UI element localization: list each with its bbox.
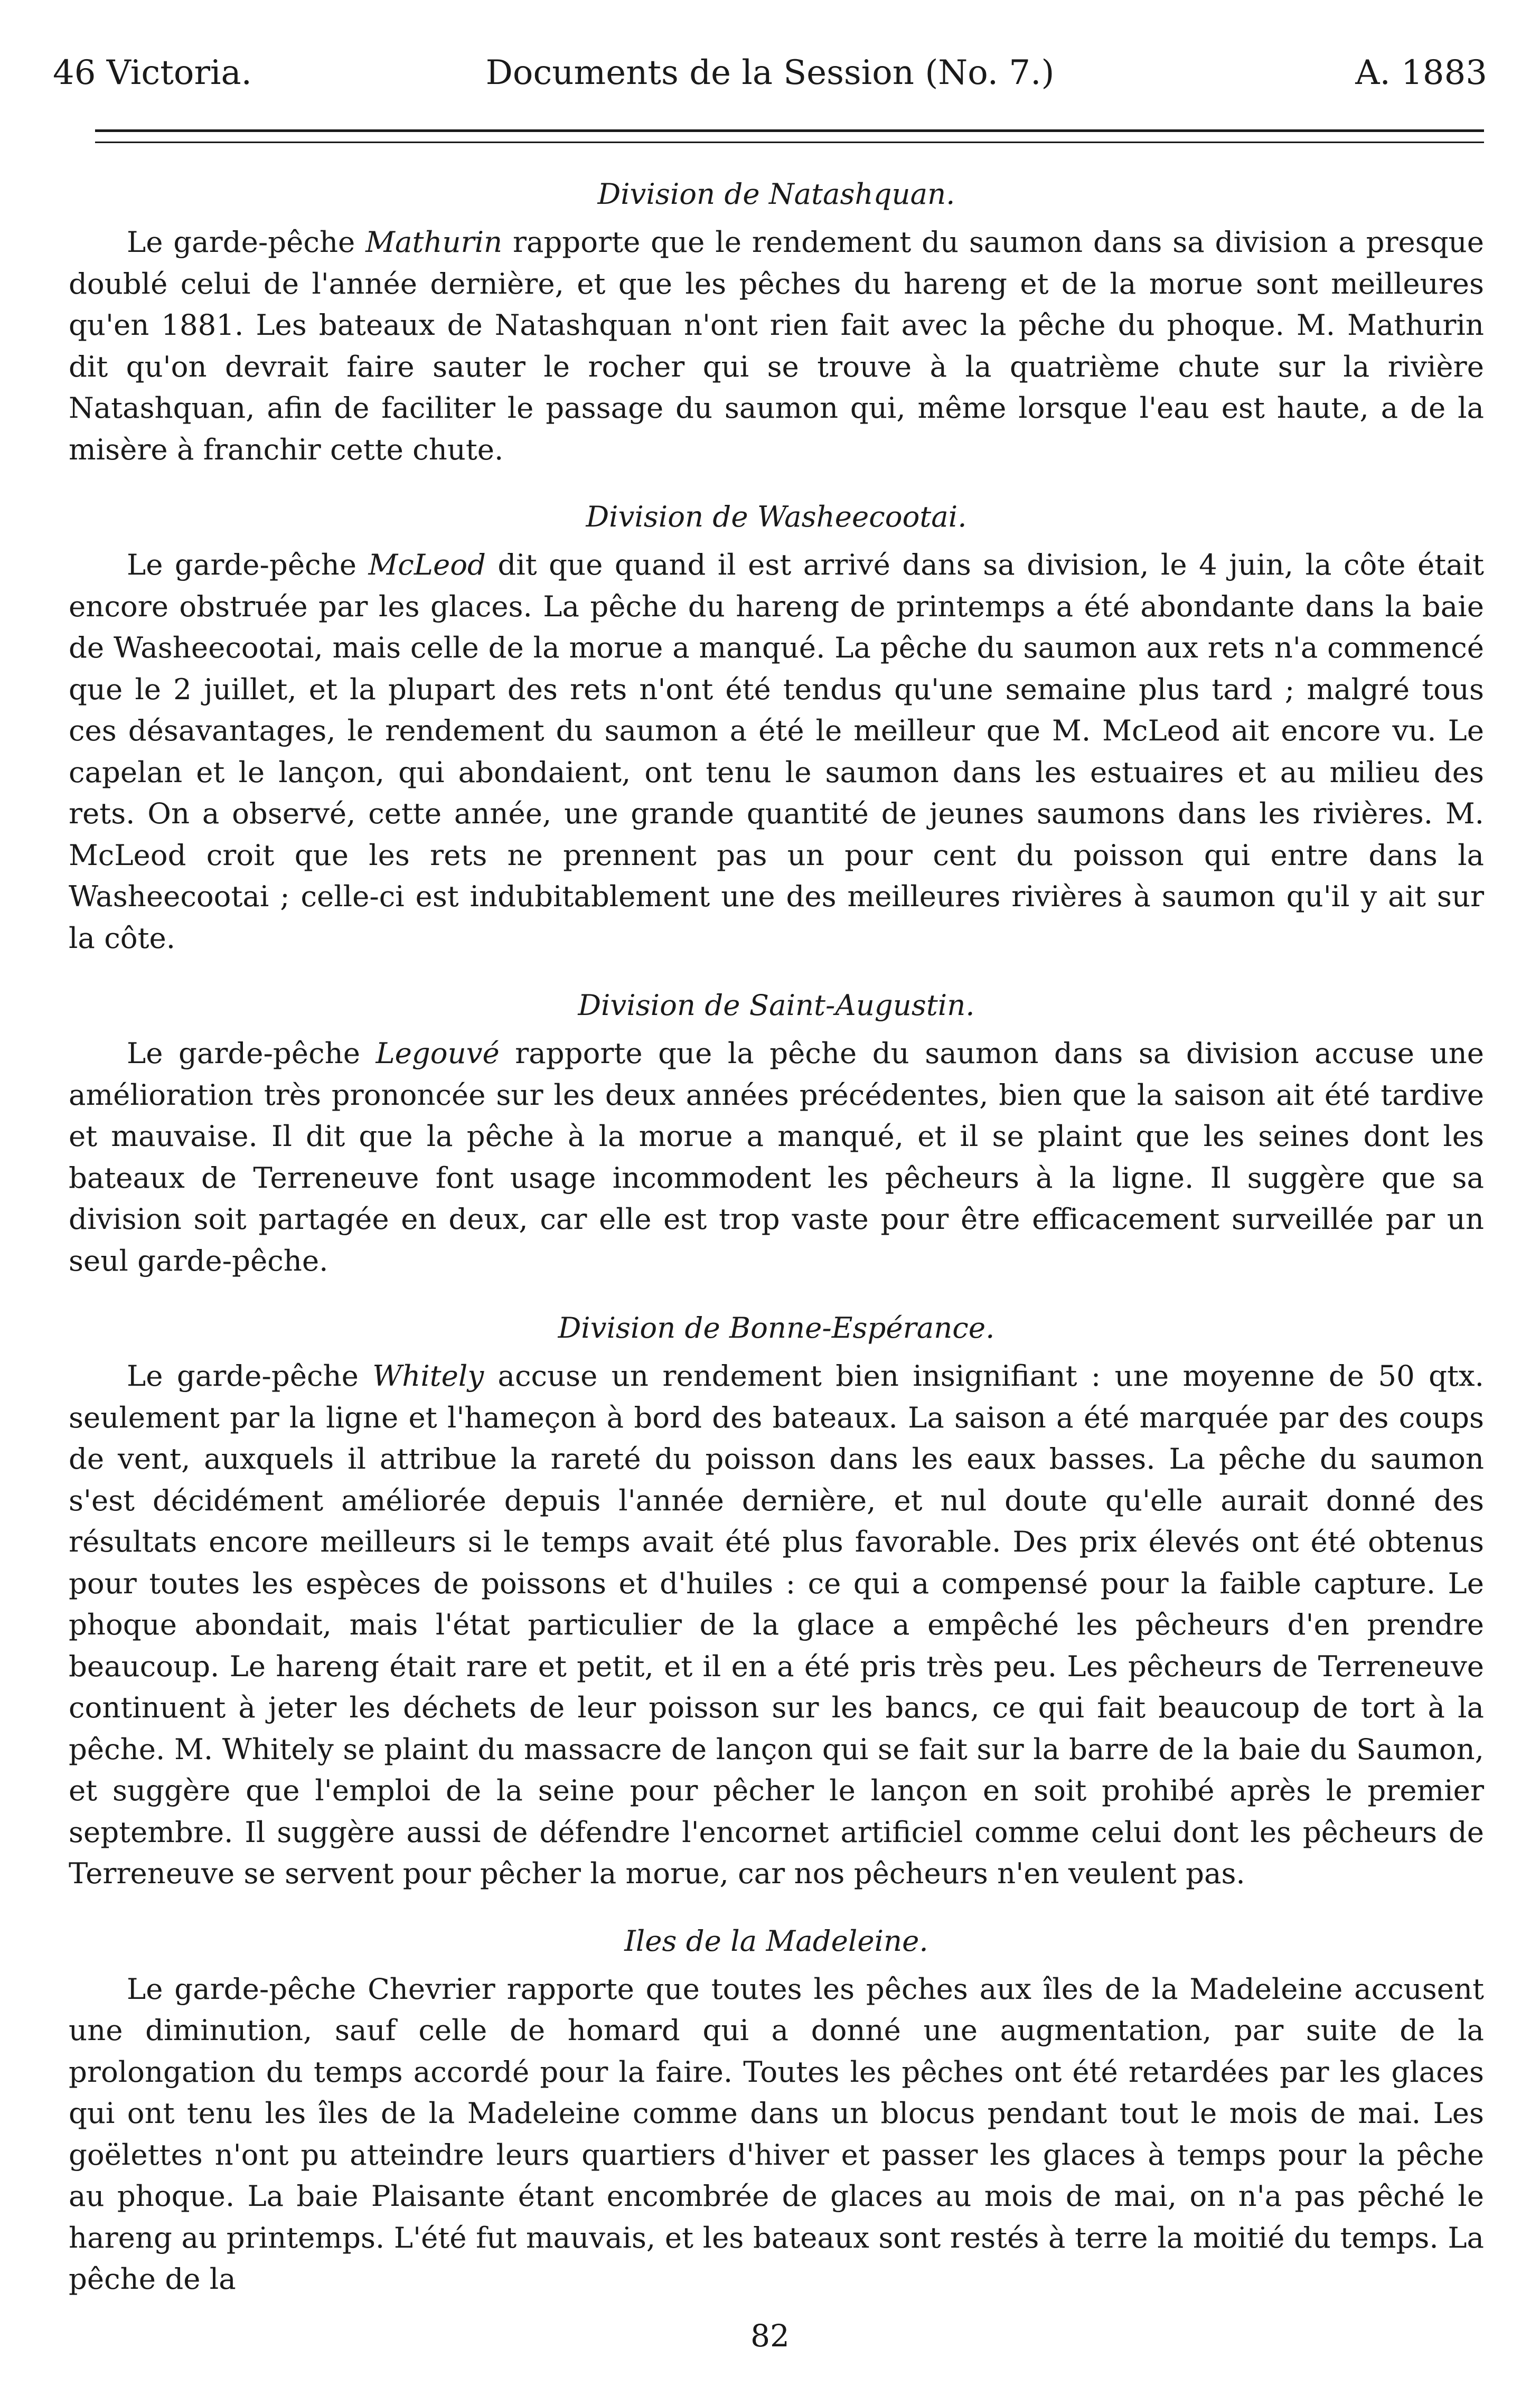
body-content bbox=[69, 166, 1484, 2319]
header-rule bbox=[95, 129, 1484, 143]
keeper-name: Legouvé bbox=[375, 1036, 500, 1070]
section-iles-madeleine bbox=[69, 1913, 1484, 2300]
section-heading: Division de Bonne-Espérance. bbox=[558, 1311, 995, 1345]
paragraph-text: accuse un rendement bien insignifiant : une moyenne de 50 qtx. seulement par la ligne et l'hameçon à bord des bateaux. La saison a été marquée par des coups de vent, auxquels il attribue la rareté du poisson dans les eaux basses. La pêche du saumon s'est décidément améliorée depuis l'année dernière, et nul doute qu'elle aurait donné des résultats encore meilleurs si le temps avait été plus favorable. Des prix élevés ont été obtenus pour toutes les espèces de poissons et d'huiles : ce qui a compensé pour la faible capture. Le phoque abondait, mais l'état particulier de la glace a empêché les pêcheurs d'en prendre beaucoup. Le hareng était rare et petit, et il en a été pris très peu. Les pêcheurs de Terreneuve continuent à jeter les déchets de leur poisson sur les bancs, ce qui fait beaucoup de tort à la pêche. M. Whitely se plaint du massacre de lançon qui se fait sur la barre de la baie du Saumon, et suggère que l'emploi de la seine pour pêcher le lançon en soit prohibé après le premier septembre. Il suggère aussi de défendre l'encornet artificiel comme celui dont les pêcheurs de Terreneuve se servent pour pêcher la morue, car nos pêcheurs n'en veulent pas. bbox=[69, 1359, 1484, 1890]
paragraph-lead: Le garde-pêche bbox=[127, 1359, 373, 1393]
section-saint-augustin bbox=[69, 978, 1484, 1281]
paragraph-text: rapporte que la pêche du saumon dans sa division accuse une amélioration très prononcée sur les deux années précédentes, bien que la saison ait été tardive et mauvaise. Il dit que la pêche à la morue a manqué, et il se plaint que les seines dont les bateaux de Terreneuve font usage incommodent les pêcheurs à la ligne. Il suggère que sa division soit partagée en deux, car elle est trop vaste pour être efficacement surveillée par un seul garde-pêche. bbox=[69, 1036, 1484, 1277]
paragraph-text: dit que quand il est arrivé dans sa division, le 4 juin, la côte était encore obstruée par les glaces. La pêche du hareng de printemps a été abondante dans la baie de Washeecootai, mais celle de la morue a manqué. La pêche du saumon aux rets n'a commencé que le 2 juillet, et la plupart des rets n'ont été tendus qu'une semaine plus tard ; malgré tous ces désavantages, le rendement du saumon a été le meilleur que M. McLeod ait encore vu. Le capelan et le lançon, qui abondaient, ont tenu le saumon dans les estuaires et au milieu des rets. On a observé, cette année, une grande quantité de jeunes saumons dans les rivières. M. McLeod croit que les rets ne prennent pas un pour cent du poisson qui entre dans la Washeecootai ; celle-ci est indubitablement une des meilleures rivières à saumon qu'il y ait sur la côte. bbox=[69, 548, 1484, 955]
paragraph-text: rapporte que le rendement du saumon dans sa division a presque doublé celui de l'année dernière, et que les pêches du hareng et de la morue sont meilleures qu'en 1881. Les bateaux de Natashquan n'ont rien fait avec la pêche du phoque. M. Mathurin dit qu'on devrait faire sauter le rocher qui se trouve à la quatrième chute sur la rivière Natashquan, afin de faciliter le passage du saumon qui, même lorsque l'eau est haute, a de la misère à franchir cette chute. bbox=[69, 225, 1484, 466]
section-heading: Division de Saint-Augustin. bbox=[578, 988, 975, 1022]
paragraph-text: rapporte que toutes les pêches aux îles de la Madeleine accusent une diminution, sauf celle de homard qui a donné une augmentation, par suite de la prolongation du temps accordé pour la faire. Toutes les pêches ont été retardées par les glaces qui ont tenu les îles de la Madeleine comme dans un blocus pendant tout le mois de mai. Les goëlettes n'ont pu atteindre leurs quartiers d'hiver et passer les glaces à temps pour la pêche au phoque. La baie Plaisante étant encombrée de glaces au mois de mai, on n'a pas pêché le hareng au printemps. L'été fut mauvais, et les bateaux sont restés à terre la moitié du temps. La pêche de la bbox=[69, 1971, 1484, 2296]
section-paragraph bbox=[69, 1968, 1484, 2300]
section-natashquan bbox=[69, 166, 1484, 470]
paragraph-lead: Le garde-pêche bbox=[127, 1036, 376, 1070]
section-washeecootai bbox=[69, 489, 1484, 959]
paragraph-lead: Le garde-pêche bbox=[127, 548, 369, 581]
section-heading: Division de Natashquan. bbox=[597, 177, 955, 211]
section-paragraph bbox=[69, 1032, 1484, 1281]
paragraph-lead: Le garde-pêche Chevrier bbox=[127, 1971, 495, 2006]
running-header bbox=[53, 46, 1487, 99]
header-right: A. 1883 bbox=[1355, 53, 1487, 92]
section-bonne-esperance bbox=[69, 1300, 1484, 1894]
section-paragraph bbox=[69, 221, 1484, 470]
keeper-name: Whitely bbox=[372, 1359, 484, 1393]
section-paragraph bbox=[69, 1355, 1484, 1894]
keeper-name: McLeod bbox=[368, 548, 486, 581]
header-title: Documents de la Session (No. 7.) bbox=[485, 53, 1055, 92]
header-left: 46 Victoria. bbox=[53, 53, 252, 92]
section-paragraph bbox=[69, 544, 1484, 959]
section-heading: Iles de la Madeleine. bbox=[624, 1923, 928, 1958]
paragraph-lead: Le garde-pêche bbox=[127, 225, 366, 259]
page-number: 82 bbox=[750, 2318, 790, 2354]
keeper-name: Mathurin bbox=[365, 225, 503, 259]
section-heading: Division de Washeecootai. bbox=[586, 500, 967, 533]
